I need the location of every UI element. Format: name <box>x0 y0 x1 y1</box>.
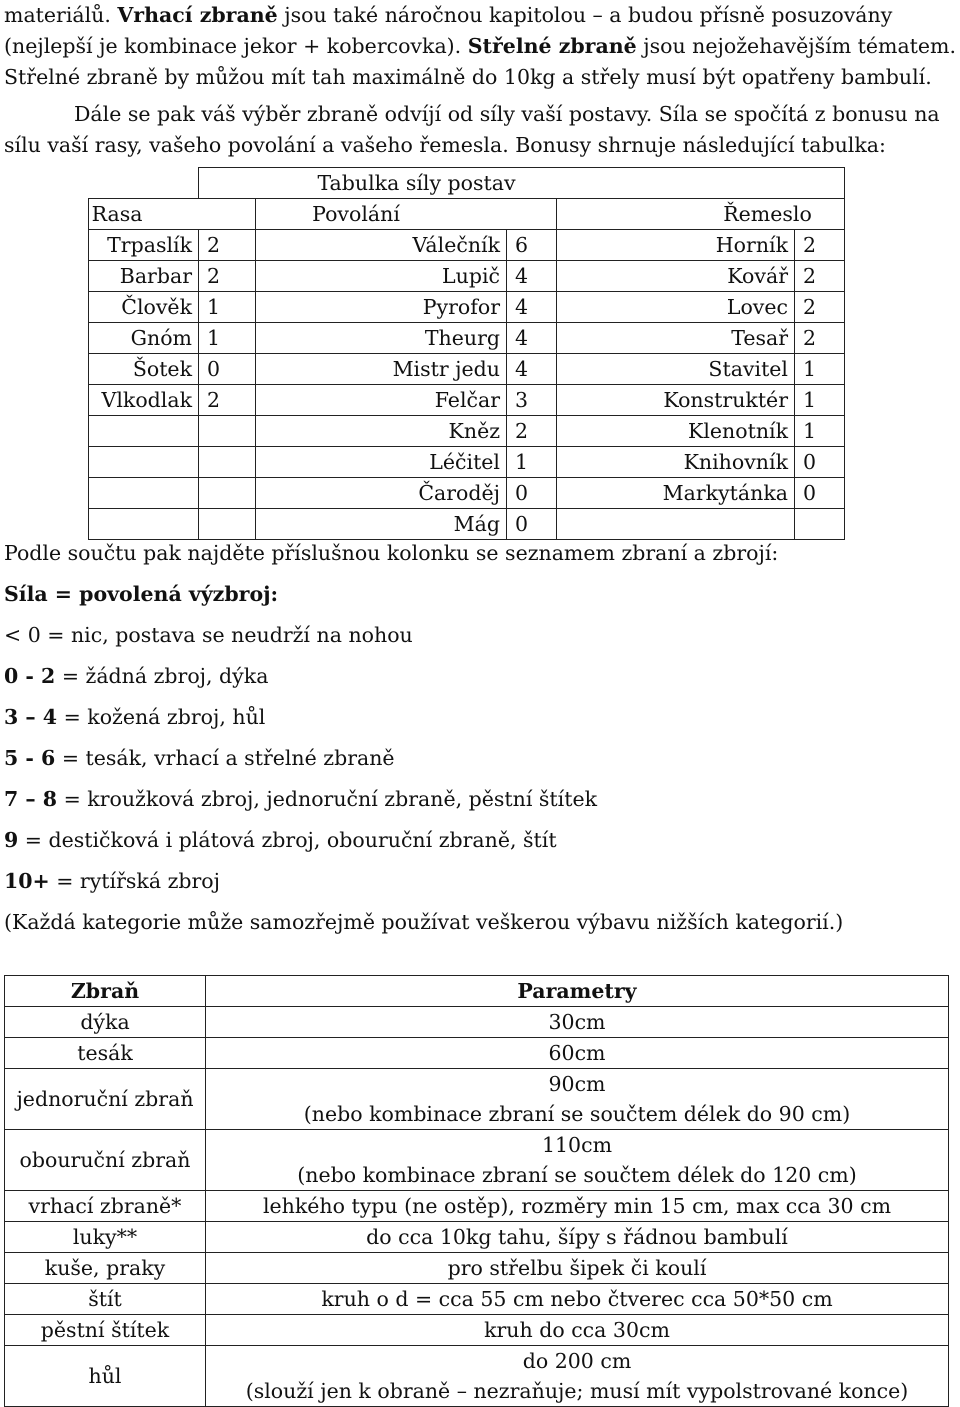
weapon-row <box>5 1038 949 1069</box>
craft-bonus: 1 <box>795 354 845 385</box>
race-bonus: 1 <box>199 323 256 354</box>
parameter-line: 90cm <box>548 1072 606 1096</box>
weapon-name: tesák <box>5 1038 206 1069</box>
strength-header-row <box>89 199 845 230</box>
parameter-line: do 200 cm <box>522 1349 632 1373</box>
intro-line-4: Dále se pak váš výběr zbraně odvíjí od síly vaší postavy. Síla se spočítá z bonusu na <box>74 102 940 126</box>
strength-row <box>89 292 845 323</box>
strength-list <box>4 618 954 898</box>
craft-name: Stavitel <box>557 354 795 385</box>
parameter-line: 110cm <box>541 1133 613 1157</box>
strength-list-item <box>4 823 954 857</box>
strength-list-item <box>4 700 954 734</box>
text-span: jsou také náročnou kapitolou – a budou přísně posuzovány <box>277 3 893 27</box>
race-bonus: 1 <box>199 292 256 323</box>
strength-table <box>88 167 845 540</box>
header-rasa: Rasa <box>89 199 256 230</box>
weapon-parameters <box>206 1315 949 1346</box>
strength-row <box>89 323 845 354</box>
strength-row <box>89 230 845 261</box>
intro-line-2 <box>4 31 960 62</box>
class-bonus: 4 <box>507 261 557 292</box>
weapon-parameters <box>206 1038 949 1069</box>
race-bonus: 2 <box>199 385 256 416</box>
strength-table-title: Tabulka síly postav <box>199 168 845 199</box>
class-bonus: 4 <box>507 323 557 354</box>
strength-row <box>89 416 845 447</box>
race-name <box>89 478 199 509</box>
parameter-line: (nebo kombinace zbraní se součtem délek do 90 cm) <box>303 1102 851 1126</box>
class-name: Pyrofor <box>256 292 507 323</box>
craft-bonus: 0 <box>795 478 845 509</box>
craft-name: Horník <box>557 230 795 261</box>
strength-heading: Síla = povolená výzbroj: <box>4 582 279 606</box>
craft-name: Knihovník <box>557 447 795 478</box>
race-bonus: 0 <box>199 354 256 385</box>
craft-name <box>557 509 795 540</box>
craft-bonus <box>795 509 845 540</box>
strength-range: 5 - 6 <box>4 746 56 770</box>
weapon-row <box>5 1222 949 1253</box>
class-bonus: 2 <box>507 416 557 447</box>
header-zbran: Zbraň <box>5 976 206 1007</box>
allowed-gear: = nic, postava se neudrží na nohou <box>40 623 413 647</box>
race-name: Vlkodlak <box>89 385 199 416</box>
text-span: jsou nejožehavějším tématem. <box>636 34 957 58</box>
strength-range: < 0 <box>4 623 41 647</box>
parameter-line: lehkého typu (ne ostěp), rozměry min 15 cm, max cca 30 cm <box>262 1194 892 1218</box>
strength-row <box>89 478 845 509</box>
weapon-row <box>5 1284 949 1315</box>
craft-bonus: 2 <box>795 230 845 261</box>
text-span: (nejlepší je kombinace jekor + kobercovka). <box>4 34 468 58</box>
intro-text <box>4 0 960 161</box>
strength-list-item <box>4 659 954 693</box>
weapon-row <box>5 1007 949 1038</box>
class-bonus: 1 <box>507 447 557 478</box>
weapon-row <box>5 1315 949 1346</box>
strength-row <box>89 509 845 540</box>
class-name: Felčar <box>256 385 507 416</box>
weapon-row <box>5 1346 949 1407</box>
craft-name: Markytánka <box>557 478 795 509</box>
allowed-gear: = kožená zbroj, hůl <box>57 705 266 729</box>
class-bonus: 0 <box>507 478 557 509</box>
parameter-line: 60cm <box>548 1041 606 1065</box>
weapon-parameters <box>206 1253 949 1284</box>
weapon-name: hůl <box>5 1346 206 1407</box>
find-line: Podle součtu pak najděte příslušnou kolonku se seznamem zbraní a zbrojí: <box>4 541 779 565</box>
weapon-parameters <box>206 1130 949 1191</box>
weapon-name: pěstní štítek <box>5 1315 206 1346</box>
parameter-line: pro střelbu šipek či koulí <box>447 1256 707 1280</box>
class-bonus: 3 <box>507 385 557 416</box>
bold-term: Střelné zbraně <box>467 34 637 58</box>
race-bonus <box>199 509 256 540</box>
strength-range: 7 – 8 <box>4 787 58 811</box>
intro-line-5: sílu vaší rasy, vašeho povolání a vašeho řemesla. Bonusy shrnuje následující tabulka: <box>4 133 886 157</box>
weapon-name: dýka <box>5 1007 206 1038</box>
race-name: Barbar <box>89 261 199 292</box>
race-name: Gnóm <box>89 323 199 354</box>
class-name: Léčitel <box>256 447 507 478</box>
weapon-name: kuše, praky <box>5 1253 206 1284</box>
strength-row <box>89 385 845 416</box>
craft-bonus: 2 <box>795 292 845 323</box>
race-bonus <box>199 416 256 447</box>
weapon-name: štít <box>5 1284 206 1315</box>
weapon-row <box>5 1191 949 1222</box>
bold-term: Vrhací zbraně <box>117 3 278 27</box>
race-bonus: 2 <box>199 230 256 261</box>
class-name: Čaroděj <box>256 478 507 509</box>
class-name: Kněz <box>256 416 507 447</box>
race-bonus <box>199 447 256 478</box>
race-name <box>89 509 199 540</box>
strength-range: 0 - 2 <box>4 664 56 688</box>
strength-list-item <box>4 618 954 652</box>
class-bonus: 0 <box>507 509 557 540</box>
class-name: Válečník <box>256 230 507 261</box>
race-name: Trpaslík <box>89 230 199 261</box>
allowed-gear: = žádná zbroj, dýka <box>55 664 269 688</box>
parameter-line: do cca 10kg tahu, šípy s řádnou bambulí <box>366 1225 788 1249</box>
header-parametry: Parametry <box>206 976 949 1007</box>
weapon-row <box>5 1130 949 1191</box>
class-name: Mág <box>256 509 507 540</box>
race-name <box>89 447 199 478</box>
class-name: Lupič <box>256 261 507 292</box>
craft-name: Tesař <box>557 323 795 354</box>
class-bonus: 4 <box>507 292 557 323</box>
weapon-name: jednoruční zbraň <box>5 1069 206 1130</box>
craft-bonus: 1 <box>795 385 845 416</box>
weapon-parameters <box>206 1007 949 1038</box>
strength-range: 3 – 4 <box>4 705 58 729</box>
race-name <box>89 416 199 447</box>
strength-row <box>89 447 845 478</box>
allowed-gear: = tesák, vrhací a střelné zbraně <box>55 746 395 770</box>
strength-range: 9 <box>4 828 19 852</box>
class-bonus: 6 <box>507 230 557 261</box>
weapon-parameters <box>206 1346 949 1407</box>
craft-bonus: 1 <box>795 416 845 447</box>
strength-title-row <box>89 168 845 199</box>
after-table-text <box>4 536 954 939</box>
craft-bonus: 2 <box>795 323 845 354</box>
strength-row <box>89 261 845 292</box>
parameter-line: kruh do cca 30cm <box>484 1318 670 1342</box>
weapon-row <box>5 1069 949 1130</box>
category-note: (Každá kategorie může samozřejmě používat veškerou výbavu nižších kategorií.) <box>4 910 844 934</box>
class-name: Mistr jedu <box>256 354 507 385</box>
parameter-line: 30cm <box>548 1010 606 1034</box>
race-name: Šotek <box>89 354 199 385</box>
craft-name: Kovář <box>557 261 795 292</box>
header-remeslo: Řemeslo <box>557 199 845 230</box>
weapon-parameters <box>206 1191 949 1222</box>
weapon-name: luky** <box>5 1222 206 1253</box>
text-span: materiálů. <box>4 3 118 27</box>
allowed-gear: = destičková i plátová zbroj, obouruční zbraně, štít <box>18 828 557 852</box>
parameter-line: (slouží jen k obraně – nezraňuje; musí mít vypolstrované konce) <box>245 1379 909 1403</box>
weapons-table <box>4 975 949 1407</box>
parameter-line: kruh o d = cca 55 cm nebo čtverec cca 50*50 cm <box>321 1287 833 1311</box>
intro-line-1 <box>4 0 960 31</box>
strength-list-item <box>4 782 954 816</box>
class-name: Theurg <box>256 323 507 354</box>
weapon-parameters <box>206 1069 949 1130</box>
intro-line-3: Střelné zbraně by můžou mít tah maximálně do 10kg a střely musí být opatřeny bambulí. <box>4 65 932 89</box>
parameter-line: (nebo kombinace zbraní se součtem délek do 120 cm) <box>297 1163 857 1187</box>
strength-row <box>89 354 845 385</box>
craft-bonus: 2 <box>795 261 845 292</box>
weapons-header-row <box>5 976 949 1007</box>
allowed-gear: = kroužková zbroj, jednoruční zbraně, pěstní štítek <box>57 787 597 811</box>
craft-bonus: 0 <box>795 447 845 478</box>
race-bonus: 2 <box>199 261 256 292</box>
class-bonus: 4 <box>507 354 557 385</box>
allowed-gear: = rytířská zbroj <box>49 869 221 893</box>
weapon-parameters <box>206 1284 949 1315</box>
race-name: Člověk <box>89 292 199 323</box>
strength-list-item <box>4 741 954 775</box>
weapon-name: obouruční zbraň <box>5 1130 206 1191</box>
weapon-name: vrhací zbraně* <box>5 1191 206 1222</box>
header-povolani: Povolání <box>256 199 557 230</box>
weapon-parameters <box>206 1222 949 1253</box>
craft-name: Konstruktér <box>557 385 795 416</box>
strength-list-item <box>4 864 954 898</box>
race-bonus <box>199 478 256 509</box>
strength-range: 10+ <box>4 869 50 893</box>
weapon-row <box>5 1253 949 1284</box>
craft-name: Lovec <box>557 292 795 323</box>
craft-name: Klenotník <box>557 416 795 447</box>
